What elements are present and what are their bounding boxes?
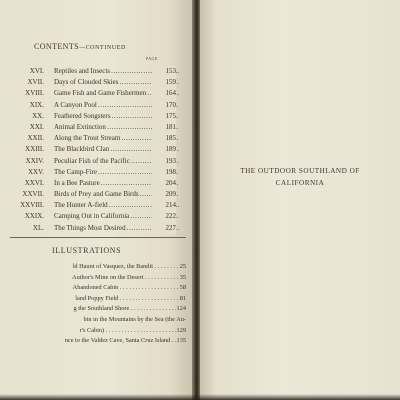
toc-entry-number: XXVI. (24, 178, 44, 187)
toc-entry-page: 153 (152, 66, 176, 77)
toc-entry-title: Peculiar Fish of the Pacific . . . (54, 156, 179, 167)
illustration-entry (0, 315, 192, 326)
toc-entry-number: XXVII. (22, 190, 44, 199)
toc-entry (0, 100, 184, 111)
toc-entry-title: Feathered Songsters . . . (54, 111, 179, 122)
illustration-entry (0, 273, 192, 284)
toc-entry-page: 185 (152, 133, 176, 144)
toc-entry-page: 164 (152, 88, 176, 99)
toc-entry-title: Birds of Prey and Game Birds . . . (54, 189, 179, 200)
illustration-entry (0, 262, 192, 273)
toc-entry-number: XXVIII. (20, 201, 44, 210)
contents-continued-text: —CONTINUED (78, 45, 126, 51)
toc-entry-title: A Canyon Pool . . . (54, 100, 179, 111)
toc-entry-number: XX. (32, 111, 44, 120)
toc-entry-title: Along the Trout Stream . . . (54, 133, 179, 144)
toc-entry (0, 77, 184, 88)
book-title-line-1: THE OUTDOOR SOUTHLAND OF (240, 167, 360, 175)
toc-entry-title: The Camp-Fire . . . (54, 167, 179, 178)
toc-entry-page: 204 (152, 178, 176, 189)
toc-entry (0, 178, 184, 189)
toc-entry-number: XIX. (29, 100, 44, 109)
book-half-title (200, 165, 400, 189)
toc-entry-page: 189 (152, 144, 176, 155)
illustration-entry (0, 283, 192, 294)
toc-entry (0, 189, 184, 200)
toc-entry-number: XXI. (29, 122, 44, 131)
toc-entry-number: XXIV. (25, 156, 44, 165)
toc-entry-number: XXV. (27, 167, 44, 176)
right-page (200, 0, 400, 400)
illustration-entry-text: Abandoned Cabin . . . . . . . . . . . . . . . . . . . 58 (72, 284, 186, 292)
toc-entry-number: XVIII. (25, 89, 44, 98)
toc-entry (0, 66, 184, 77)
illustration-entry (0, 326, 192, 337)
toc-entry-number: XL. (32, 223, 44, 232)
toc-entry-title: In a Bee Pasture . . . (54, 178, 179, 189)
page-column-label: PAGE (146, 56, 158, 61)
toc-entry-number: XXIX. (24, 212, 44, 221)
toc-entry-title: The Things Most Desired . . . (54, 223, 179, 234)
toc-entry (0, 211, 184, 222)
toc-entry-title: The Hunter A-field . . . (54, 200, 179, 211)
table-of-contents-list (0, 66, 184, 234)
toc-entry-number: XXIII. (25, 145, 44, 154)
toc-entry-title: Reptiles and Insects . . . (54, 66, 179, 77)
illustration-entry-text: ld Haunt of Vasquez, the Bandit . . . . . . . . 25 (72, 263, 186, 270)
bottom-edge-shadow (0, 394, 400, 400)
illustration-entry-text: g the Southland Shore . . . . . . . . . . . . . . .124 (73, 305, 186, 313)
book-title-line-2: CALIFORNIA (275, 179, 325, 187)
toc-entry (0, 223, 184, 234)
toc-entry-page: 170 (152, 100, 176, 111)
illustration-entry-text: land Poppy Field . . . . . . . . . . . . . . . . . . . 81 (75, 294, 186, 302)
toc-entry-page: 159 (152, 77, 176, 88)
toc-entry-title: Camping Out in California . . . (54, 211, 179, 222)
toc-entry (0, 133, 184, 144)
book-gutter (192, 0, 200, 400)
toc-entry-number: XVII. (27, 78, 44, 87)
toc-entry-page: 193 (152, 156, 176, 167)
toc-entry (0, 122, 184, 133)
illustration-entry-text: bin in the Mountains by the Sea (the Au- (83, 315, 186, 323)
section-divider (10, 237, 186, 238)
toc-entry-page: 209 (152, 189, 176, 200)
toc-entry (0, 167, 184, 178)
toc-entry (0, 111, 184, 122)
toc-entry (0, 144, 184, 155)
illustration-entry-text: Author's Mine on the Desert . . . . . . . . . . . 35 (72, 273, 186, 281)
illustration-entry-text: nce to the Valdez Cave, Santa Cruz Island . .135 (64, 337, 186, 345)
contents-heading (34, 42, 126, 51)
toc-entry-number: XXII. (27, 134, 44, 143)
toc-entry-page: 222 (152, 211, 176, 222)
contents-heading-text: CONTENTS (34, 42, 79, 51)
illustration-entry-text: r's Cabin) . . . . . . . . . . . . . . . . . . . . . . .129 (79, 326, 186, 334)
illustration-entry (0, 336, 192, 347)
left-page (0, 0, 192, 400)
toc-entry-title: Animal Extinction . . . (54, 122, 179, 133)
toc-entry (0, 156, 184, 167)
toc-entry-page: 198 (152, 167, 176, 178)
illustrations-heading: ILLUSTRATIONS (52, 246, 122, 255)
illustration-entry (0, 304, 192, 315)
toc-entry (0, 200, 184, 211)
toc-entry-title: Game Fish and Game Fishermen . . . (54, 88, 179, 99)
toc-entry-page: 227 (152, 223, 176, 234)
toc-entry-number: XVI. (29, 67, 44, 75)
toc-entry-page: 214 (152, 200, 176, 211)
toc-entry-page: 181 (152, 122, 176, 133)
toc-entry (0, 88, 184, 99)
toc-entry-title: Days of Clouded Skies . . . (54, 77, 179, 88)
toc-entry-page: 175 (152, 111, 176, 122)
illustrations-list (0, 262, 192, 347)
illustration-entry (0, 294, 192, 305)
toc-entry-title: The Blackbird Clan . . . (54, 144, 179, 155)
